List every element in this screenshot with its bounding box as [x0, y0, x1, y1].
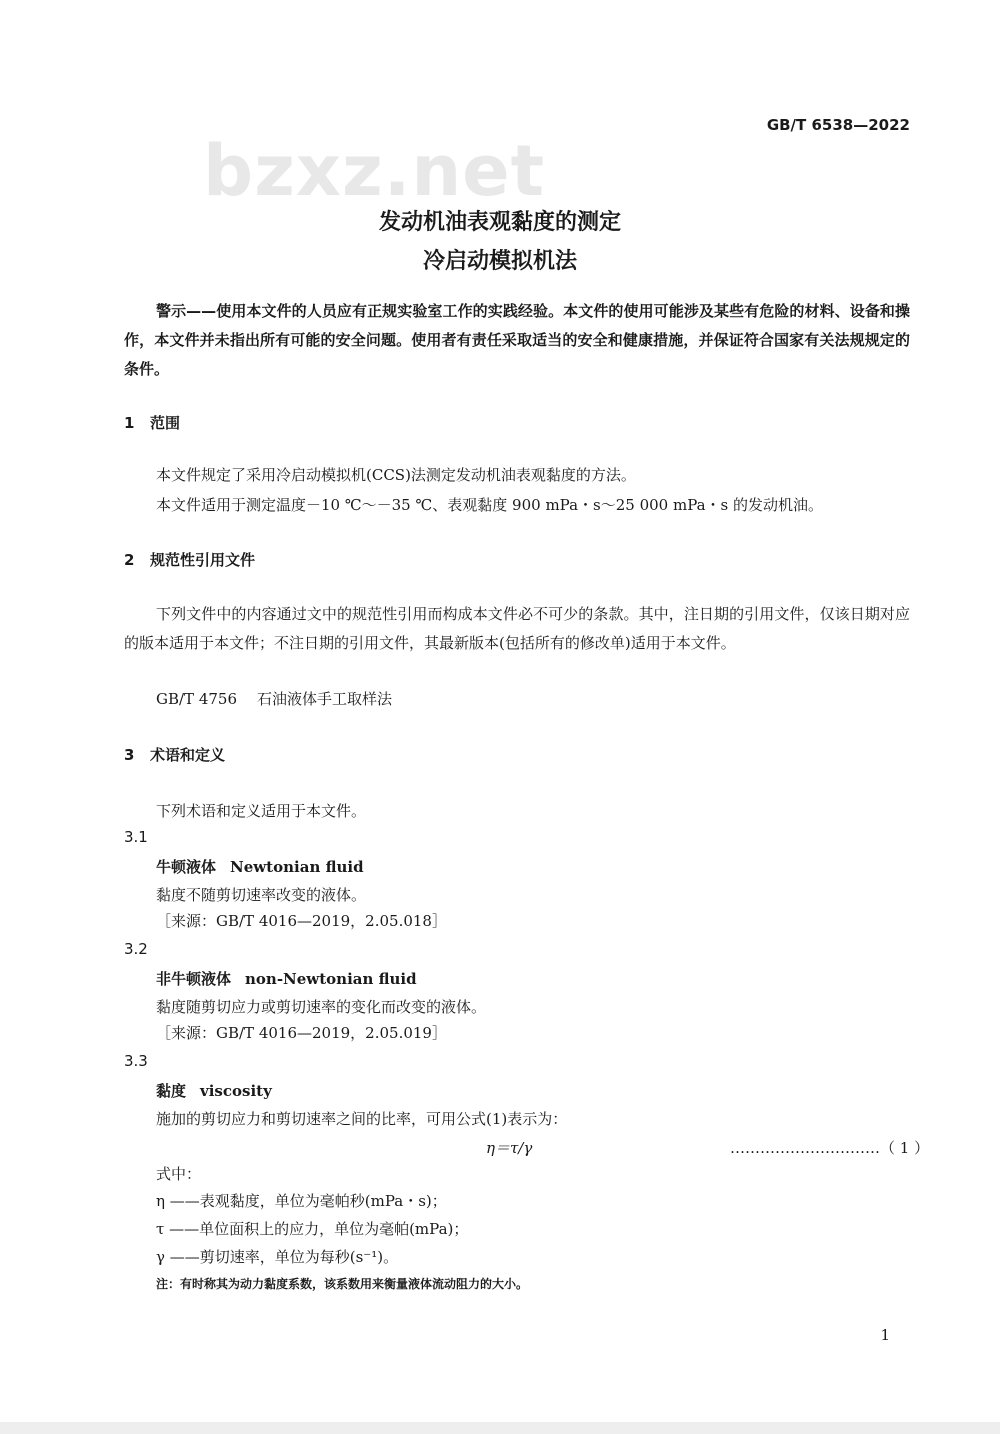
page-number: 1 — [880, 1326, 890, 1344]
term-3-3 — [156, 1080, 272, 1101]
section-title: 术语和定义 — [150, 746, 226, 764]
normative-references-paragraph: 下列文件中的内容通过文中的规范性引用而构成本文件必不可少的条款。其中，注日期的引用文件，仅该日期对应的版本适用于本文件；不注日期的引用文件，其最新版本(包括所有的修改单)适用于本文件。 — [124, 605, 910, 652]
document-subtitle: 冷启动模拟机法 — [422, 249, 577, 274]
term-en: viscosity — [200, 1082, 272, 1100]
reference-entry — [156, 688, 392, 709]
term-3-1 — [156, 856, 364, 877]
section-title: 范围 — [150, 414, 181, 432]
section-3-heading — [124, 744, 225, 765]
term-3-2-number: 3.2 — [124, 940, 148, 958]
section-number: 2 — [124, 551, 135, 569]
bottom-scroll-bar — [0, 1422, 1000, 1434]
section-2-heading — [124, 549, 255, 570]
term-3-1-definition: 黏度不随剪切速率改变的液体。 — [156, 886, 367, 904]
term-zh: 非牛顿液体 — [156, 970, 232, 988]
term-3-3-number: 3.3 — [124, 1052, 148, 1070]
where-label: 式中： — [156, 1165, 202, 1183]
scope-paragraph-1: 本文件规定了采用冷启动模拟机(CCS)法测定发动机油表观黏度的方法。 — [156, 466, 636, 484]
term-3-2-definition: 黏度随剪切应力或剪切速率的变化而改变的液体。 — [156, 998, 487, 1016]
section-1-heading — [124, 412, 180, 433]
term-zh: 牛顿液体 — [156, 858, 217, 876]
variable-tau: τ ——单位面积上的应力，单位为毫帕(mPa)； — [156, 1220, 469, 1238]
section-number: 3 — [124, 746, 135, 764]
term-3-1-source: ［来源：GB/T 4016—2019，2.05.018］ — [156, 912, 447, 930]
term-en: Newtonian fluid — [230, 858, 364, 876]
standard-number: GB/T 6538—2022 — [766, 116, 910, 134]
term-3-3-definition: 施加的剪切应力和剪切速率之间的比率，可用公式(1)表示为： — [156, 1110, 568, 1128]
note: 注：有时称其为动力黏度系数，该系数用来衡量液体流动阻力的大小。 — [156, 1277, 529, 1291]
reference-title: 石油液体手工取样法 — [257, 690, 393, 708]
watermark: bzxz.net — [203, 130, 546, 212]
variable-eta: η ——表观黏度，单位为毫帕秒(mPa・s)； — [156, 1192, 447, 1210]
term-3-1-number: 3.1 — [124, 828, 148, 846]
term-3-2 — [156, 968, 417, 989]
term-zh: 黏度 — [156, 1082, 187, 1100]
reference-code: GB/T 4756 — [156, 690, 238, 708]
warning-paragraph: 警示——使用本文件的人员应有正规实验室工作的实践经验。本文件的使用可能涉及某些有危险的材料、设备和操作，本文件并未指出所有可能的安全问题。使用者有责任采取适当的安全和健康措施，并保证符合国家有关法规规定的条件。 — [124, 302, 910, 378]
equation-number: …………………………（ 1 ） — [730, 1139, 930, 1157]
formula: η＝τ/γ — [486, 1139, 533, 1157]
terms-intro: 下列术语和定义适用于本文件。 — [156, 802, 367, 820]
scope-paragraph-2: 本文件适用于测定温度－10 ℃～－35 ℃、表观黏度 900 mPa・s～25 000 mPa・s 的发动机油。 — [156, 496, 824, 514]
section-number: 1 — [124, 414, 135, 432]
term-en: non-Newtonian fluid — [245, 970, 417, 988]
variable-gamma: γ ——剪切速率，单位为每秒(s⁻¹)。 — [156, 1248, 399, 1266]
section-title: 规范性引用文件 — [150, 551, 256, 569]
document-title: 发动机油表观黏度的测定 — [378, 210, 621, 235]
term-3-2-source: ［来源：GB/T 4016—2019，2.05.019］ — [156, 1024, 447, 1042]
